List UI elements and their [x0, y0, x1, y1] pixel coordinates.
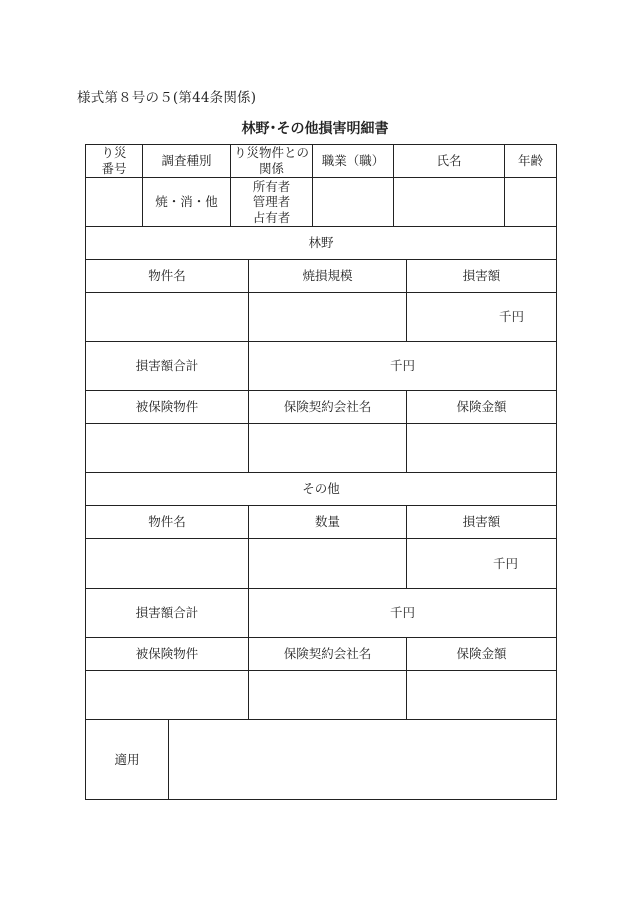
occupation-header: 職業（職） [312, 144, 394, 178]
other-damage-header: 損害額 [406, 505, 557, 539]
relation-option-occupant: 占有者 [252, 209, 291, 225]
other-insurer-field[interactable] [248, 670, 407, 720]
occupation-field[interactable] [312, 177, 394, 227]
name-header: 氏名 [393, 144, 505, 178]
investigation-type-header: 調査種別 [142, 144, 231, 178]
forest-insured-amount-field[interactable] [406, 423, 557, 473]
relation-header-line2: 関係 [258, 161, 284, 176]
forest-item-header: 物件名 [85, 259, 249, 293]
document-title: 林野･その他損害明細書 [241, 121, 389, 137]
other-total-field[interactable]: 千円 [248, 588, 557, 638]
remarks-label: 適用 [85, 719, 169, 800]
other-insured-item-header: 被保険物件 [85, 637, 249, 671]
other-insured-item-field[interactable] [85, 670, 249, 720]
other-total-label: 損害額合計 [85, 588, 249, 638]
relation-option-manager: 管理者 [252, 194, 291, 210]
name-field[interactable] [393, 177, 505, 227]
forest-scale-field[interactable] [248, 292, 407, 342]
forest-damage-field[interactable]: 千円 [406, 292, 557, 342]
remarks-field[interactable] [168, 719, 557, 800]
relation-header-line1: り災物件との [233, 145, 309, 161]
disaster-number-header-line2: 番号 [101, 161, 127, 176]
relation-header [230, 144, 313, 178]
other-item-header: 物件名 [85, 505, 249, 539]
other-quantity-field[interactable] [248, 538, 407, 589]
relation-option-owner: 所有者 [252, 178, 291, 194]
other-quantity-header: 数量 [248, 505, 407, 539]
forest-insured-item-header: 被保険物件 [85, 390, 249, 424]
other-insured-amount-field[interactable] [406, 670, 557, 720]
forest-scale-header: 焼損規模 [248, 259, 407, 293]
other-damage-field[interactable]: 千円 [406, 538, 557, 589]
other-insurer-header: 保険契約会社名 [248, 637, 407, 671]
forest-total-label: 損害額合計 [85, 341, 249, 391]
form-number-label: 様式第８号の５(第44条関係) [77, 90, 257, 106]
forest-section-title: 林野 [85, 226, 557, 260]
age-header: 年齢 [504, 144, 557, 178]
other-item-field[interactable] [85, 538, 249, 589]
disaster-number-header [85, 144, 143, 178]
disaster-number-header-line1: り災 [101, 145, 127, 161]
disaster-number-field[interactable] [85, 177, 143, 227]
forest-insured-item-field[interactable] [85, 423, 249, 473]
forest-insurer-field[interactable] [248, 423, 407, 473]
damage-detail-form [85, 144, 557, 800]
other-insured-amount-header: 保険金額 [406, 637, 557, 671]
relation-field[interactable] [230, 177, 313, 227]
forest-insurer-header: 保険契約会社名 [248, 390, 407, 424]
forest-insured-amount-header: 保険金額 [406, 390, 557, 424]
other-section-title: その他 [85, 472, 557, 506]
forest-item-field[interactable] [85, 292, 249, 342]
investigation-type-field[interactable]: 焼・消・他 [142, 177, 231, 227]
forest-total-field[interactable]: 千円 [248, 341, 557, 391]
forest-damage-header: 損害額 [406, 259, 557, 293]
age-field[interactable] [504, 177, 557, 227]
